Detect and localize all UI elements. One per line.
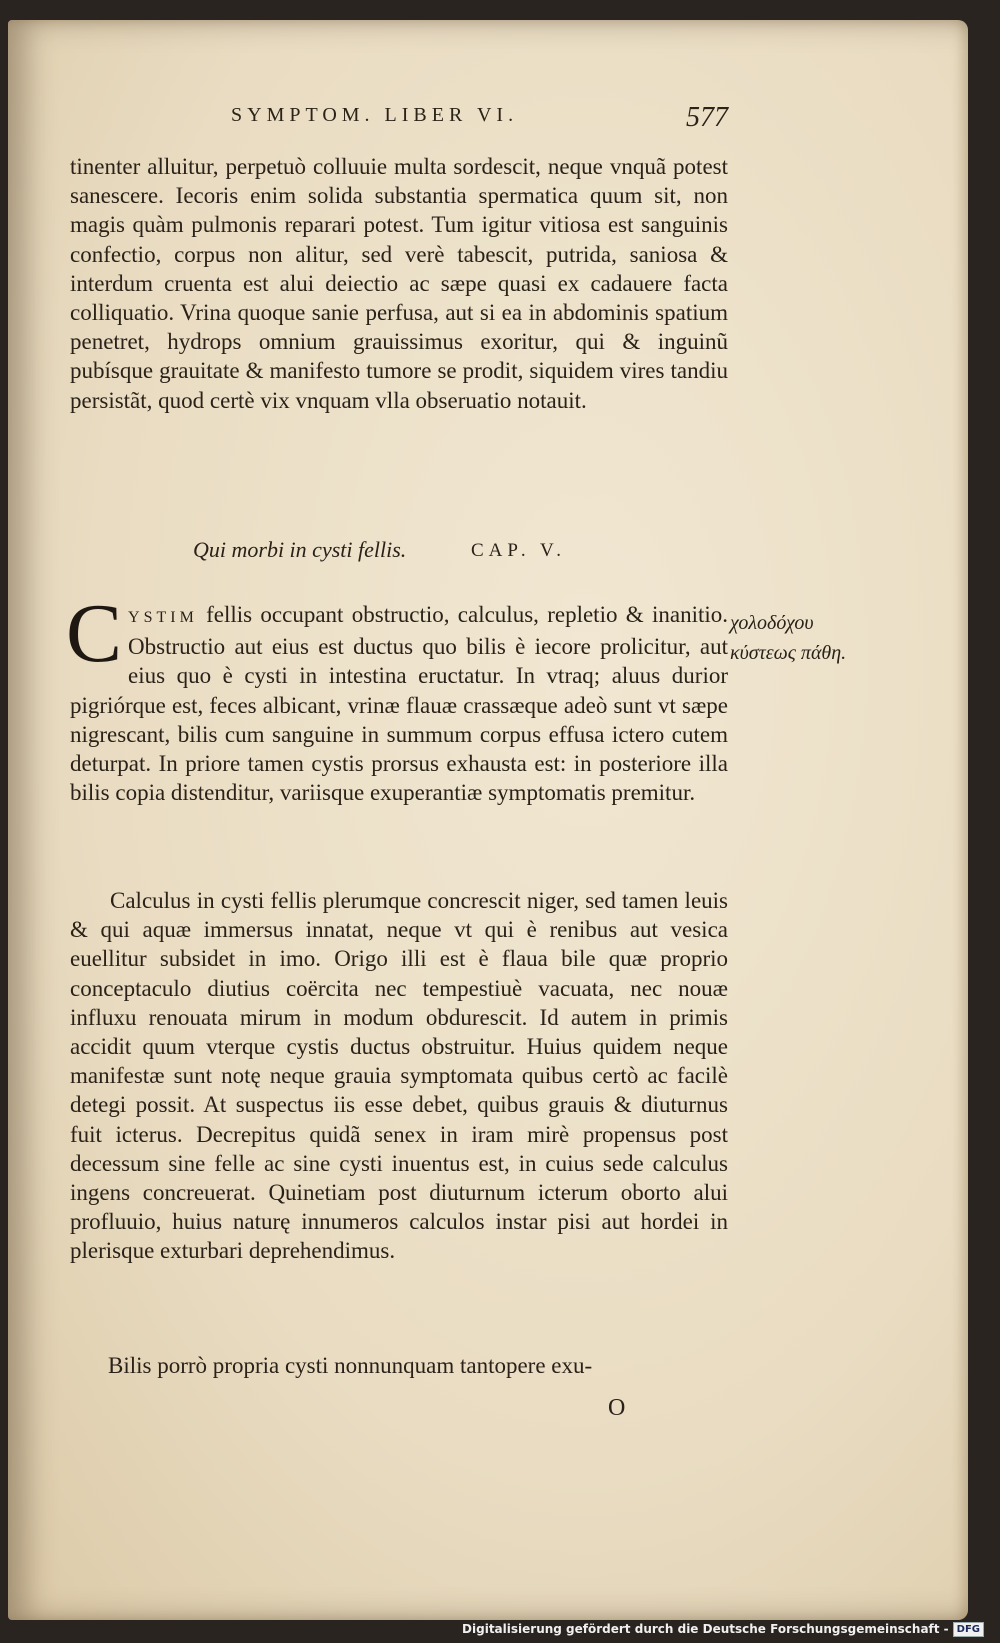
book-page (8, 20, 968, 1620)
running-head: SYMPTOM. LIBER VI. (231, 104, 519, 126)
footer-credit: Digitalisierung gefördert durch die Deutsche Forschungsgemeinschaft - (462, 1622, 949, 1636)
paragraph-continued: tinenter alluitur, perpetuò colluuie multa sordescit, neque vnquã potest sanescere. Iecoris enim solida substantia spermatica quum sit, non magis quàm pulmonis reparari potest. Tum igitur vitiosa est sanguinis confectio, corpus non alitur, sed verè tabescit, putrida, saniosa & interdum cruenta est alui deiectio ac sæpe quasi ex cadauere facta colliquatio. Vrina quoque sanie perfusa, aut si ea in abdominis spatium penetret, hydrops omnium grauissimus exoritur, qui & inguinũ pubísque grauitate & manifesto tumore se prodit, siquidem vires tandiu persistãt, quod certè vix vnquam vlla obseruatio notauit. (70, 154, 728, 413)
paragraph-bilis: Bilis porrò propria cysti nonnunquam tantopere exu- (108, 1353, 593, 1378)
paragraph-chapter-opening (66, 587, 728, 807)
page-header (68, 102, 728, 144)
chapter-title: Qui morbi in cysti fellis. (193, 537, 407, 562)
chapter-number: CAP. V. (471, 540, 567, 561)
page-number: 577 (686, 102, 728, 133)
paragraph-text: fellis occupant obstructio, calculus, repletio & inanitio. Obstructio aut eius est ductus quo bilis è iecore prolicitur, aut eius quo è cysti in intestina eructatur. In vtraq; aluus durior pigriórque est, feces albicant, vrinæ flauæ crassæque adeò sunt vt sæpe nigrescant, bilis cum sanguine in summum corpus effusa ictero cutem deturpat. In priore tamen cystis prorsus exhausta est: in posteriore illa bilis copia distenditur, variisque exuperantiæ symptomatis premitur. (70, 602, 728, 806)
chapter-heading (193, 537, 613, 569)
paragraph-calculus: Calculus in cysti fellis plerumque concrescit niger, sed tamen leuis & qui aquæ immersus innatat, neque vt qui è renibus aut vesica euellitur subsidet in imo. Origo illi est è flaua bile quæ proprio conceptaculo diutius coërcita nec tempestiuè vacuata, nec nouæ influxu renouata mirum in modum obdurescit. Id autem in primis accidit quum vterque cystis ductus obstruitur. Huius quidem neque manifestæ sunt notę neque grauia symptomata quibus certò ac facilè detegi possit. At suspectus iis esse debet, quibus grauis & diuturnus fuit icterus. Decrepitus quidã senex in iram mirè propensus post decessum sine felle ac sine cysti inuentus est, in cuius sede calculus ingens concreuerat. Quinetiam post diuturnum icterum oborto alui profluuio, huius naturę innumeros calculos instar pisi aut hordei in plerisque exturbari deprehendimus. (70, 888, 728, 1264)
opening-smallcaps: YSTIM (128, 609, 198, 626)
page-signature: O (608, 1395, 626, 1421)
drop-cap: C (66, 587, 123, 680)
margin-note-greek: χολοδόχου κύστεως πάθη. (730, 612, 847, 664)
dfg-logo: DFG (953, 1622, 984, 1637)
digitization-footer (462, 1621, 984, 1637)
